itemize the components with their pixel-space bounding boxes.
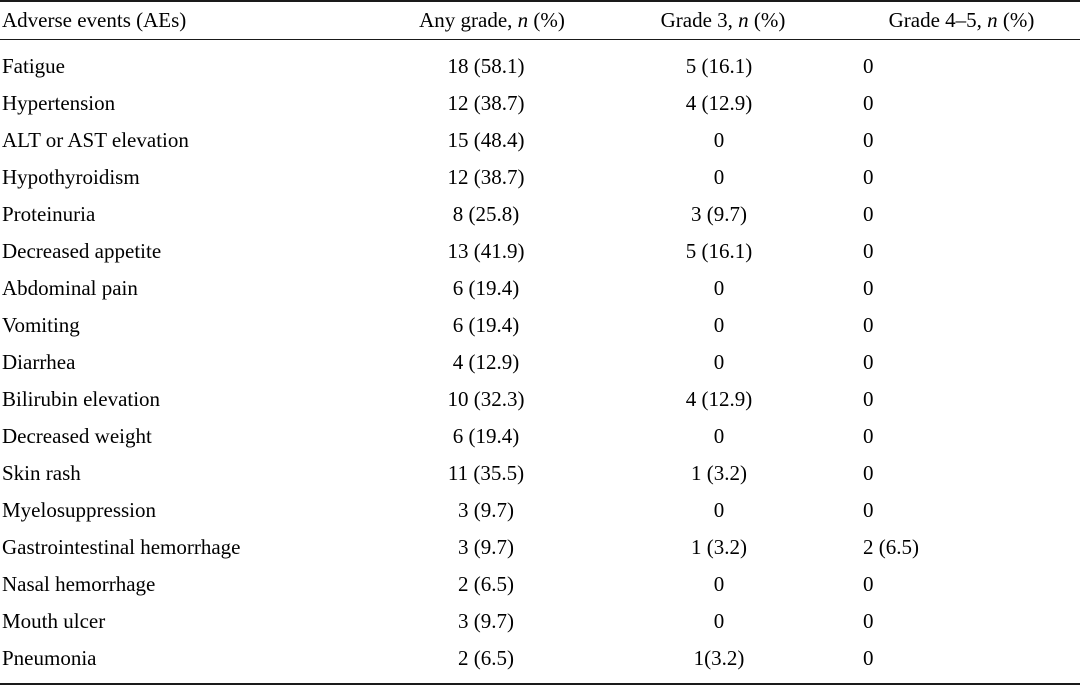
- cell-grade-4-5: 0: [863, 165, 874, 189]
- column-header-grade-3-post: (%): [748, 8, 786, 32]
- cell-event: Gastrointestinal hemorrhage: [2, 535, 241, 559]
- cell-any-grade: 2 (6.5): [458, 572, 514, 596]
- table-row: [0, 233, 1080, 270]
- cell-grade-3: 0: [713, 276, 725, 300]
- table-row: [0, 455, 1080, 492]
- column-header-grade-3-italic: n: [738, 8, 749, 32]
- cell-event: Hypertension: [2, 91, 116, 115]
- column-header-grade-4-5-post: (%): [997, 8, 1035, 32]
- column-header-grade-3-pre: Grade 3,: [660, 8, 739, 32]
- cell-grade-4-5: 0: [863, 387, 874, 411]
- cell-event: Myelosuppression: [2, 498, 156, 522]
- cell-event: Hypothyroidism: [2, 165, 140, 189]
- column-header-grade-3: [615, 1, 845, 40]
- cell-grade-4-5: 0: [863, 54, 874, 78]
- cell-grade-3: 1 (3.2): [691, 461, 747, 485]
- cell-grade-4-5: 0: [863, 128, 874, 152]
- cell-event: Fatigue: [2, 54, 65, 78]
- cell-event: Proteinuria: [2, 202, 96, 226]
- table-header: [0, 1, 1080, 40]
- cell-any-grade: 15 (48.4): [447, 128, 525, 152]
- table-row: [0, 307, 1080, 344]
- cell-any-grade: 3 (9.7): [458, 535, 514, 559]
- cell-grade-4-5: 0: [863, 239, 874, 263]
- table-row: [0, 381, 1080, 418]
- cell-any-grade: 18 (58.1): [447, 54, 525, 78]
- cell-grade-3: 5 (16.1): [685, 239, 753, 263]
- cell-grade-3: 0: [713, 572, 725, 596]
- column-header-any-grade-post: (%): [528, 8, 565, 32]
- column-header-adverse-events: [0, 1, 375, 40]
- cell-grade-3: 0: [713, 609, 725, 633]
- cell-grade-4-5: 0: [863, 609, 874, 633]
- table-row: [0, 344, 1080, 381]
- cell-grade-4-5: 0: [863, 461, 874, 485]
- cell-event: Decreased weight: [2, 424, 152, 448]
- cell-grade-3: 0: [713, 350, 725, 374]
- table-row: [0, 640, 1080, 684]
- cell-event: ALT or AST elevation: [2, 128, 189, 152]
- cell-event: Vomiting: [2, 313, 80, 337]
- cell-grade-4-5: 0: [863, 572, 874, 596]
- cell-any-grade: 6 (19.4): [452, 313, 520, 337]
- table-row: [0, 122, 1080, 159]
- table-row: [0, 492, 1080, 529]
- cell-grade-3: 1 (3.2): [691, 535, 747, 559]
- cell-grade-4-5: 0: [863, 91, 874, 115]
- cell-any-grade: 10 (32.3): [447, 387, 525, 411]
- cell-event: Abdominal pain: [2, 276, 138, 300]
- cell-grade-3: 1(3.2): [693, 646, 745, 670]
- cell-any-grade: 11 (35.5): [447, 461, 525, 485]
- cell-any-grade: 12 (38.7): [447, 165, 525, 189]
- table-row: [0, 566, 1080, 603]
- cell-grade-4-5: 0: [863, 350, 874, 374]
- cell-any-grade: 8 (25.8): [452, 202, 520, 226]
- cell-event: Diarrhea: [2, 350, 76, 374]
- table-row: [0, 196, 1080, 233]
- cell-any-grade: 2 (6.5): [458, 646, 514, 670]
- cell-event: Skin rash: [2, 461, 81, 485]
- table-row: [0, 159, 1080, 196]
- cell-grade-3: 5 (16.1): [685, 54, 753, 78]
- cell-event: Mouth ulcer: [2, 609, 106, 633]
- column-header-grade-4-5-italic: n: [987, 8, 998, 32]
- column-header-grade-4-5-pre: Grade 4–5,: [888, 8, 988, 32]
- cell-any-grade: 3 (9.7): [458, 498, 514, 522]
- cell-grade-3: 4 (12.9): [685, 387, 753, 411]
- cell-grade-4-5: 0: [863, 313, 874, 337]
- cell-grade-4-5: 0: [863, 498, 874, 522]
- cell-any-grade: 12 (38.7): [447, 91, 525, 115]
- cell-any-grade: 6 (19.4): [452, 276, 520, 300]
- cell-grade-4-5: 0: [863, 646, 874, 670]
- table-row: [0, 270, 1080, 307]
- column-header-grade-4-5: [845, 1, 1080, 40]
- cell-any-grade: 6 (19.4): [452, 424, 520, 448]
- table-row: [0, 603, 1080, 640]
- table-row: [0, 418, 1080, 455]
- cell-grade-3: 0: [713, 313, 725, 337]
- column-header-any-grade-italic: n: [517, 8, 529, 32]
- cell-grade-3: 4 (12.9): [685, 91, 753, 115]
- cell-grade-4-5: 2 (6.5): [863, 535, 919, 559]
- cell-event: Decreased appetite: [2, 239, 162, 263]
- cell-grade-4-5: 0: [863, 276, 874, 300]
- cell-grade-4-5: 0: [863, 424, 874, 448]
- cell-any-grade: 4 (12.9): [452, 350, 520, 374]
- column-header-adverse-events-text: Adverse events (AEs): [2, 8, 187, 32]
- table-header-row: [0, 1, 1080, 40]
- cell-any-grade: 3 (9.7): [458, 609, 514, 633]
- column-header-any-grade: [375, 1, 615, 40]
- table-row: [0, 85, 1080, 122]
- cell-any-grade: 13 (41.9): [447, 239, 525, 263]
- cell-grade-3: 0: [713, 424, 725, 448]
- cell-grade-3: 0: [713, 498, 725, 522]
- column-header-any-grade-pre: Any grade,: [419, 8, 518, 32]
- cell-grade-3: 3 (9.7): [691, 202, 747, 226]
- cell-grade-3: 0: [713, 165, 725, 189]
- table-body: [0, 40, 1080, 685]
- table-row: [0, 529, 1080, 566]
- cell-event: Pneumonia: [2, 646, 97, 670]
- cell-event: Bilirubin elevation: [2, 387, 161, 411]
- cell-event: Nasal hemorrhage: [2, 572, 156, 596]
- table-row: [0, 40, 1080, 86]
- cell-grade-3: 0: [713, 128, 725, 152]
- cell-grade-4-5: 0: [863, 202, 874, 226]
